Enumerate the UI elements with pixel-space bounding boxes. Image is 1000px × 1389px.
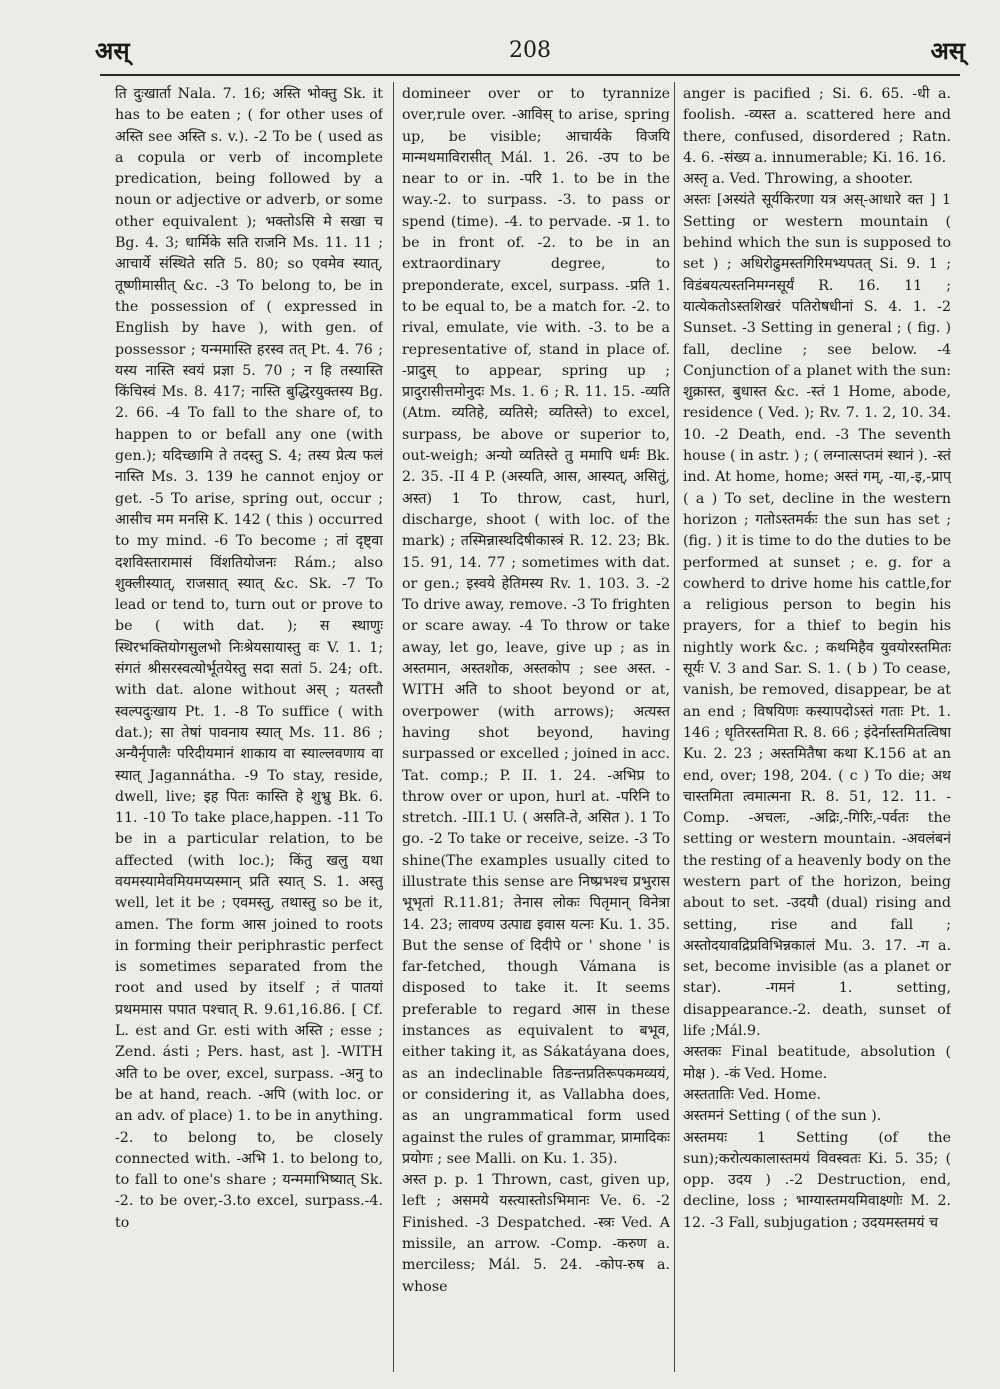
page-header <box>95 30 965 70</box>
entry-text: अस्ततातिः Ved. Home. <box>683 1086 822 1103</box>
entry-text: अस्तमनं Setting ( of the sun ). <box>683 1108 882 1125</box>
page-number: 208 <box>509 37 551 63</box>
entry-text: अस्तकः Final beatitude, absolution ( मोक्ष ). -कं Ved. Home. <box>683 1044 951 1082</box>
entry-text: अस्तः [अस्यंते सूर्यकिरणा यत्र अस्-आधारे क्त ] 1 Setting or western mountain ( behind which the sun is supposed to set ) ; अधिरोढुमस्तगिरिमभ्यपतत् Si. 9. 1 ; विडंबयत्यस्तनिमग्नसूर्यं R. 16. 11 ; यात्येकतोऽस्तशिखरं पतिरोषधीनां S. 4. 1. -2 Sunset. -3 Setting in general ; ( fig. ) fall, decline ; see below. -4 Conjunction of a planet with the sun: शुक्रास्त, बुधास्त &c. -स्तं 1 Home, abode, residence ( Ved. ); Rv. 7. 1. 2, 10. 34. 10. -2 Death, end. -3 The seventh house ( in astr. ) ; ( लग्नात्सप्तमं स्थानं ). -स्तं ind. At home, home; अस्तं गम्, -या,-इ,-प्राप् ( a ) To set, decline in the western horizon ; गतोऽस्तमर्कः the sun has set ; (fig. ) it is time to do the duties to be performed at sunset ; e. g. for a cowherd to drive home his cattle,for a religious person to begin his prayers, for a thief to begin his nightly work &c. ; कथमिहैव युवयोरस्तमितः सूर्यः V. 3 and Sar. S. 1. ( b ) To cease, vanish, be removed, disappear, be at an end ; विषयिणः कस्यापदोऽस्तं गताः Pt. 1. 146 ; धृतिरस्तमिता R. 8. 66 ; इंदेर्नास्तमितत्विषा Ku. 2. 23 ; अस्तमितैषा कथा K.156 at an end, over; 198, 204. ( c ) To die; अथ चास्तमिता त्वमात्मना R. 8. 51, 12. 11. -Comp. -अचलः, -अद्रिः,-गिरिः,-पर्वतः the setting or western mountain. -अवलंबनं the resting of a heavenly body on the western part of the horizon, being about to set. -उदयौ (dual) rising and setting, rise and fall ; अस्तोदयावद्रिप्रविभिन्नकालं Mu. 3. 17. -ग a. set, become invisible (as a planet or star). -गमनं 1. setting, disappearance.-2. death, sunset of life ;Mál.9. <box>683 192 951 1040</box>
entry-text: domineer over or to tyrannize over,rule over. -आविस् to arise, spring up, be visible; आचार्यके विजयि मान्मथमाविरासीत् Mál. 1. 26. -उप to be near to or in. -परि 1. to be in the way.-2. to surpass. -3. to pass or spend (time). -4. to pervade. -प्र 1. to be in front of. -2. to be in an extraordinary degree, to preponderate, excel, surpass. -प्रति 1. to be equal to, be a match for. -2. to rival, emulate, vie with. -3. to be a representative of, stand in place of. -प्रादुस् to appear, spring up ; प्रादुरासीत्तमोनुदः Ms. 1. 6 ; R. 11. 15. -व्यति (Atm. व्यतिहे, व्यतिसे; व्यतिस्ते) to excel, surpass, be above or superior to, out-weigh; अन्यो व्यतिस्ते तु ममापि धर्मः Bk. 2. 35. -II 4 P. (अस्यति, आस, आस्यत्, असितुं, अस्त) 1 To throw, cast, hurl, discharge, shoot ( with loc. of the mark) ; तस्मिन्नास्थदिषीकास्त्रं R. 12. 23; Bk. 15. 91, 14. 77 ; sometimes with dat. or gen.; इस्वये हेतिमस्य Rv. 1. 103. 3. -2 To drive away, remove. -3 To frighten or scare away. -4 To throw or take away, let go, leave, give up ; as in अस्तमान, अस्तशोक, अस्तकोप ; see अस्त. -WITH अति to shoot beyond or at, overpower (with arrows); अत्यस्त having shot beyond, having surpassed or excelled ; joined in acc. Tat. comp.; P. II. 1. 24. -अभिप्र to throw over or upon, hurl at. -परिनि to stretch. -III.1 U. ( असति-ते, असित ). 1 To go. -2 To take or receive, seize. -3 To shine(The examples usually cited to illustrate this sense are निष्प्रभश्च प्रभुरास भूभृतां R.11.81; तेनास लोकः पितृमान् विनेत्रा 14. 23; लावण्य उत्पाद्य इवास यत्नः Ku. 1. 35. But the sense of दिदीपे or ' shone ' is far-fetched, though Vámana is disposed to take it. It seems preferable to regard आस in these instances as equivalent to बभूव, either taking it, as Sákatáyana does, as an indeclinable तिङन्तप्रतिरूपकमव्ययं, or considering it, as Vallabha does, as an ungrammatical form used against the rules of grammar, प्रामादिकः प्रयोगः ; see Malli. on Ku. 1. 35). <box>402 86 670 1167</box>
column-divider <box>393 82 394 1372</box>
running-head-left: अस् <box>95 35 130 65</box>
header-rule <box>100 74 960 76</box>
column-2 <box>402 84 670 1364</box>
entry-text: अस्तृ a. Ved. Throwing, a shooter. <box>683 171 914 188</box>
entry-text: अस्त p. p. 1 Thrown, cast, given up, left ; असमये यस्त्यास्तोऽभिमानः Ve. 6. -2 Finished. -3 Despatched. -स्त्रः Ved. A missile, an arrow. -Comp. -करुण a. merciless; Mál. 5. 24. -कोप-रुष a. whose <box>402 1172 670 1295</box>
entry-text: ति दुःखार्ता Nala. 7. 16; अस्ति भोक्तु Sk. it has to be eaten ; ( for other uses of अस्ति see अस्ति s. v.). -2 To be ( used as a copula or verb of incomplete predication, being followed by a noun or adjective or adverb, or some other equivalent ); भक्तोऽसि मे सखा च Bg. 4. 3; धार्मिके सति राजनि Ms. 11. 11 ; आचार्ये संस्थिते सति 5. 80; so एवमेव स्यात्, तूष्णीमासीत् &c. -3 To belong to, be in the possession of ( expressed in English by have ), with gen. of possessor ; यन्ममास्ति हरस्व तत् Pt. 4. 76 ; यस्य नास्ति स्वयं प्रज्ञा 5. 70 ; न हि तस्यास्ति किंचिस्वं Ms. 8. 417; नास्ति बुद्धिरयुक्तस्य Bg. 2. 66. -4 To fall to the share of, to happen to or befall any one (with gen.); यदिच्छामि ते तदस्तु S. 4; तस्य प्रेत्य फलं नास्ति Ms. 3. 139 he cannot enjoy or get. -5 To arise, spring out, occur ; आसीच मम मनसि K. 142 ( this ) occurred to my mind. -6 To become ; तां दृष्ट्वा दशविस्तारामासं विंशतियोजनः Rám.; also शुक्लीस्यात्, राजसात् स्यात् &c. Sk. -7 To lead or tend to, turn out or prove to be ( with dat. ); स स्थाणुः स्थिरभक्तियोगसुलभो निःश्रेयसायास्तु वः V. 1. 1; संगतं श्रीसरस्वत्योर्भूतयेस्तु सदा सतां 5. 24; oft. with dat. alone without अस् ; यतस्तौ स्वल्पदुःखाय Pt. 1. -8 To suffice ( with dat.); सा तेषां पावनाय स्यात् Ms. 11. 86 ; अन्यैर्नृपालैः परिदीयमानं शाकाय वा स्याल्लवणाय वा स्यात् Jagannátha. -9 To stay, reside, dwell, live; इह पितः कास्ति हे शुभ्रु Bk. 6. 11. -10 To take place,happen. -11 To be in a particular relation, to be affected (with loc.); किंतु खलु यथा वयमस्यामेवमियमप्यस्मान् प्रति स्यात् S. 1. अस्तु well, let it be ; एवमस्तु, तथास्तु so be it, amen. The form आस joined to roots in forming their periphrastic perfect is sometimes separated from the root and used by itself ; तं पातयां प्रथममास पपात पश्चात् R. 9.61,16.86. [ Cf. L. est and Gr. esti with अस्ति ; esse ; Zend. ásti ; Pers. hast, ast ]. -WITH अति to be over, excel, surpass. -अनु to be at hand, reach. -अपि (with loc. or an adv. of place) 1. to be in anything. -2. to belong to, be closely connected with. -अभि 1. to belong to, to fall to one's share ; यन्ममाभिष्यात् Sk. -2. to be over,-3.to excel, surpass.-4. to <box>115 86 383 1231</box>
entry-text: अस्तमयः 1 Setting (of the sun);करोत्यकालास्तमयं विवस्वतः Ki. 5. 35; ( opp. उदय ) .-2 Destruction, end, decline, loss ; भाग्यास्तमयमिवाक्ष्णोः M. 2. 12. -3 Fall, subjugation ; उदयमस्तमयं च <box>683 1129 951 1231</box>
entry-text: anger is pacified ; Si. 6. 65. -धी a. foolish. -व्यस्त a. scattered here and there, confused, disordered ; Ratn. 4. 6. -संख्य a. innumerable; Ki. 16. 16. <box>683 86 951 166</box>
column-divider <box>674 82 675 1372</box>
column-1 <box>115 84 383 1364</box>
running-head-right: अस् <box>930 35 965 65</box>
column-3 <box>683 84 951 1364</box>
